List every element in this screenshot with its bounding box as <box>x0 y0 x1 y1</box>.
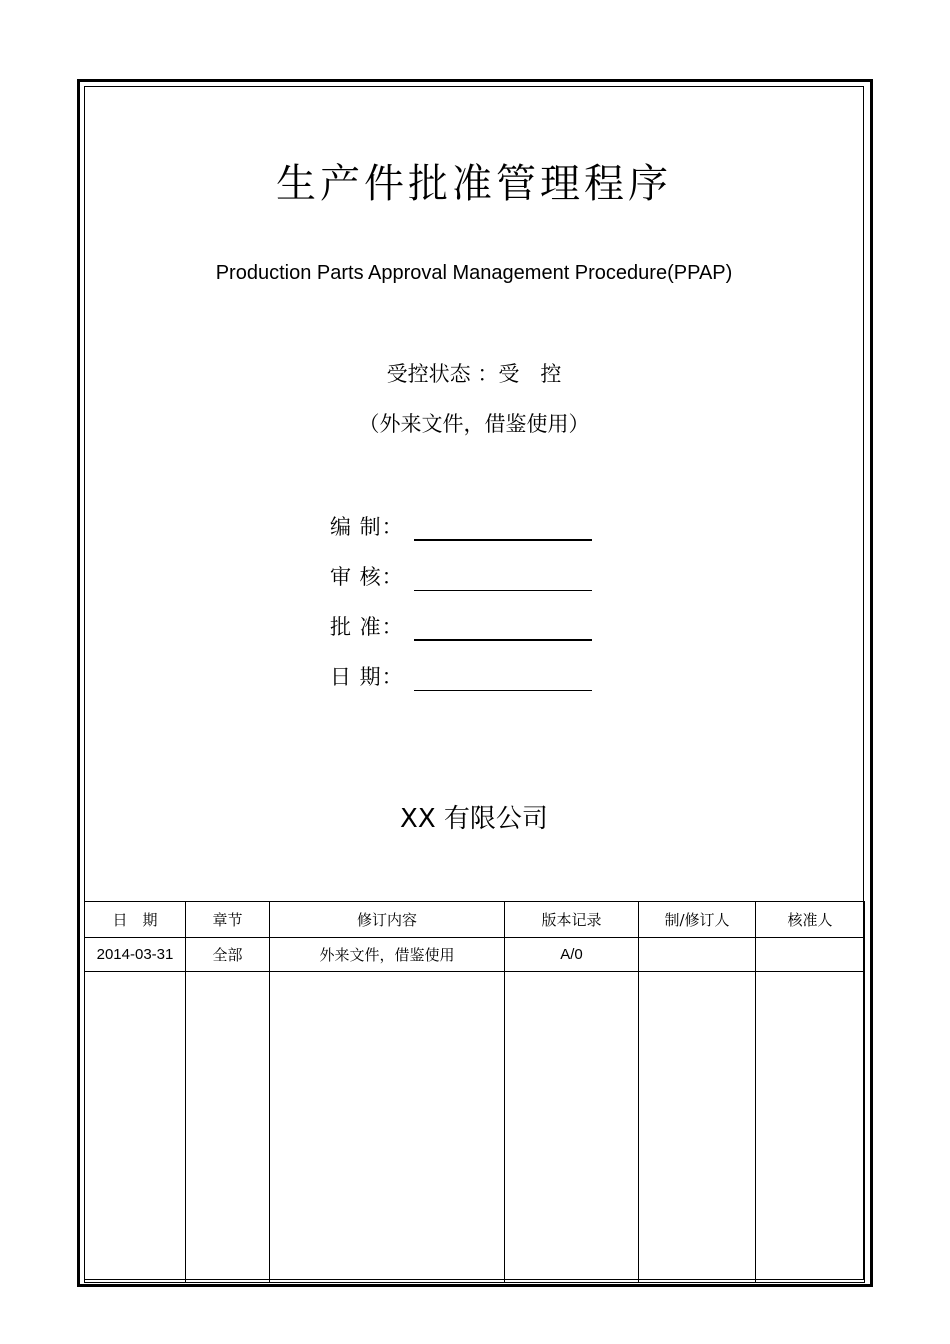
header-approver: 核准人 <box>756 902 865 938</box>
revision-table <box>84 901 865 1283</box>
cell-date: 2014-03-31 <box>85 938 186 972</box>
document-title: 生产件批准管理程序 <box>276 161 672 207</box>
signature-line[interactable] <box>414 611 592 641</box>
control-status: 受控状态 ：受 控 <box>386 362 562 386</box>
cell-version: A/0 <box>505 938 639 972</box>
document-subtitle: Production Parts Approval Management Procedure(PPAP) <box>215 262 733 284</box>
signature-row-approved <box>330 605 592 641</box>
empty-cell <box>270 972 505 1283</box>
cell-section: 全部 <box>186 938 270 972</box>
signature-label: 批 准： <box>330 615 404 639</box>
signature-row-reviewed <box>330 555 592 591</box>
revision-header-row <box>85 902 865 938</box>
header-version: 版本记录 <box>505 902 639 938</box>
signature-line[interactable] <box>414 511 592 541</box>
header-section: 章节 <box>186 902 270 938</box>
signature-label: 审 核： <box>330 565 404 589</box>
signature-line[interactable] <box>414 662 592 691</box>
signature-row-date <box>330 655 592 691</box>
empty-cell <box>639 972 756 1283</box>
header-author: 制/修订人 <box>639 902 756 938</box>
signature-label: 日 期： <box>330 665 404 689</box>
document-note: （外来文件，借鉴使用） <box>358 412 590 436</box>
company-name: XX 有限公司 <box>400 804 548 834</box>
empty-cell <box>85 972 186 1283</box>
empty-cell <box>186 972 270 1283</box>
signature-label: 编 制： <box>330 515 404 539</box>
cell-approver <box>756 938 865 972</box>
cell-content: 外来文件，借鉴使用 <box>270 938 505 972</box>
header-date: 日 期 <box>85 902 186 938</box>
empty-cell <box>756 972 865 1283</box>
signature-line[interactable] <box>414 562 592 591</box>
signature-row-prepared <box>330 505 592 541</box>
empty-cell <box>505 972 639 1283</box>
cell-author <box>639 938 756 972</box>
table-row <box>85 938 865 972</box>
table-row-empty <box>85 972 865 1283</box>
header-content: 修订内容 <box>270 902 505 938</box>
